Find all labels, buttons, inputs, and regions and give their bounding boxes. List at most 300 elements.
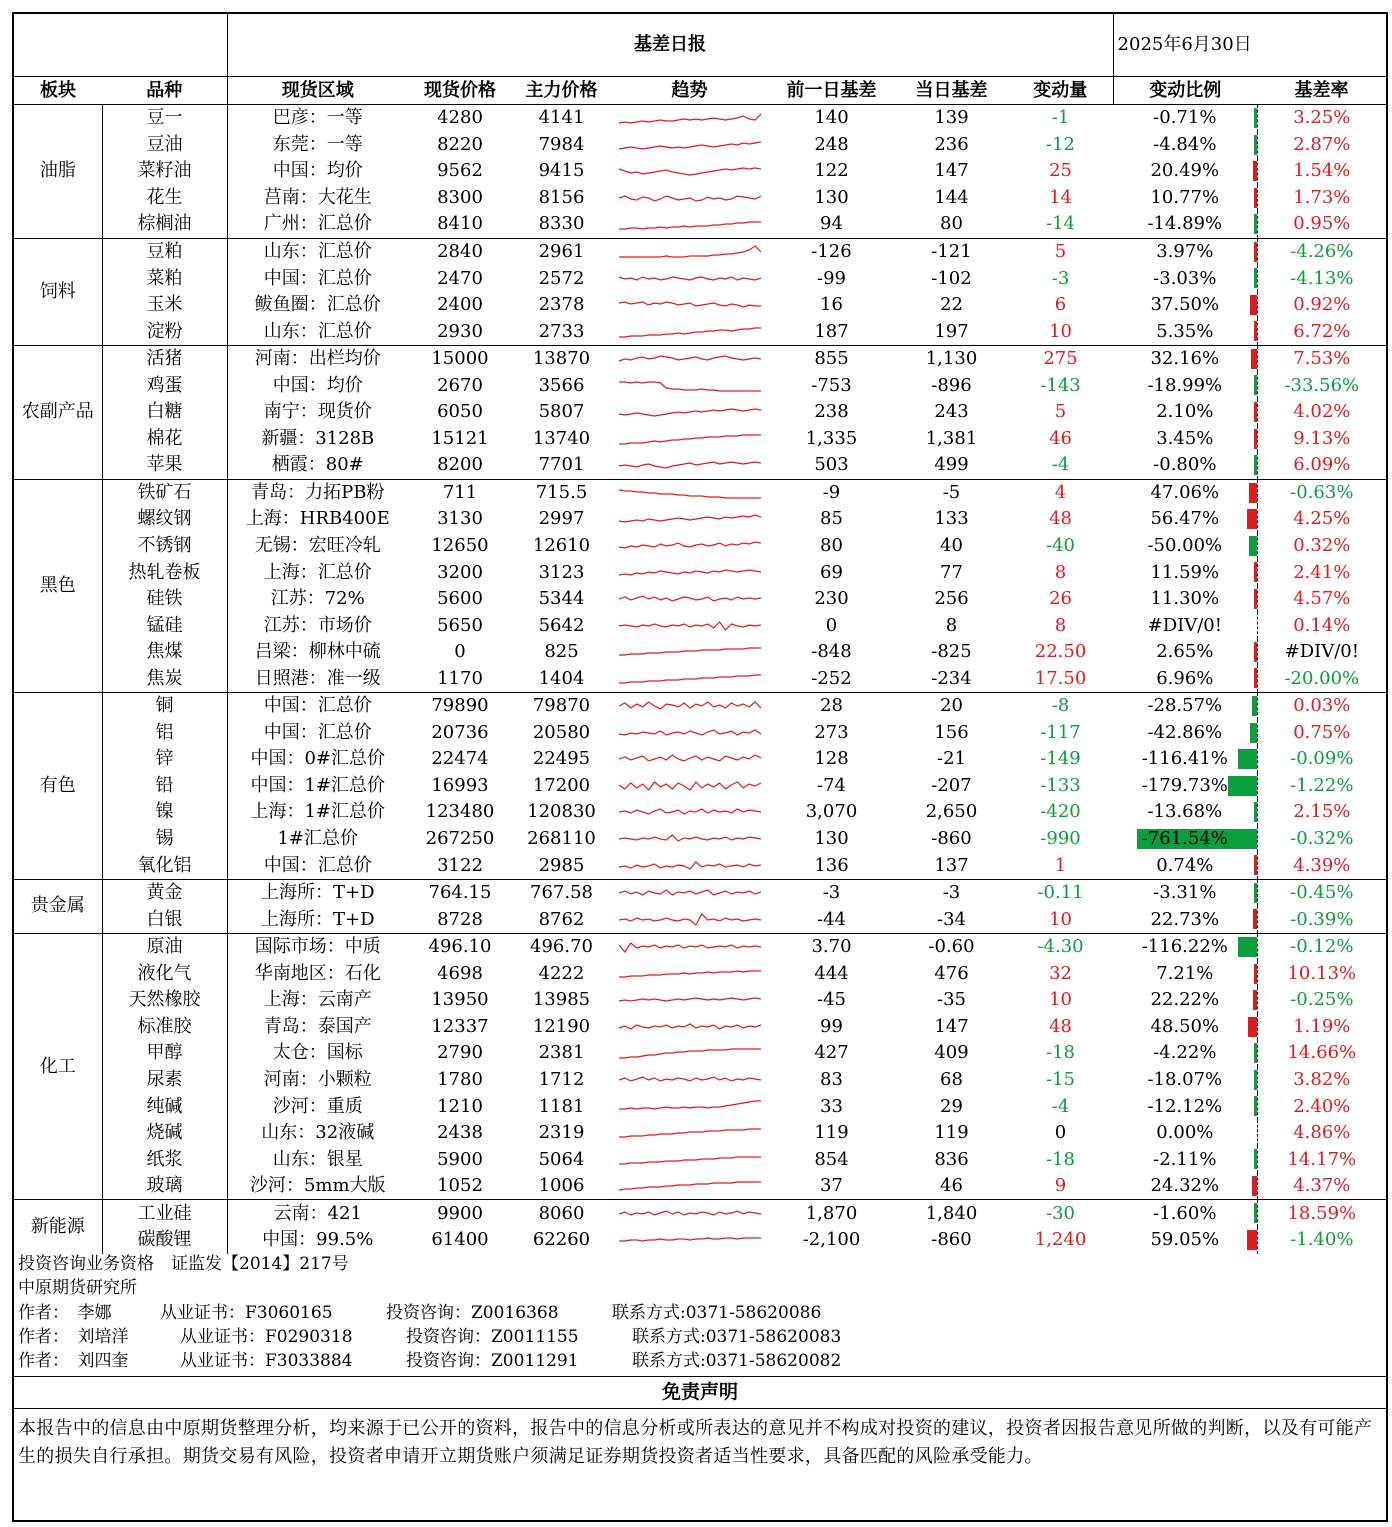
basis-rate-cell: 7.53% — [1257, 345, 1386, 372]
main-price-cell: 5344 — [538, 588, 585, 610]
change-ratio-bar — [1254, 1203, 1257, 1223]
region-cell: 无锡：宏旺冷轧 — [227, 533, 408, 560]
region-cell: 1#汇总价 — [227, 826, 408, 853]
author-contact: 联系方式:0371-58620082 — [632, 1351, 842, 1372]
table-row — [14, 1093, 1386, 1120]
change-ratio-value: 22.22% — [1150, 989, 1220, 1011]
curr-basis-cell: -825 — [931, 641, 972, 663]
table-row — [14, 211, 1386, 238]
basis-rate-cell: -0.09% — [1290, 748, 1354, 770]
variety-cell: 天然橡胶 — [128, 989, 201, 1011]
variety-cell: 棕榈油 — [137, 213, 192, 235]
variety-cell: 玉米 — [146, 294, 183, 316]
main-price-cell: 62260 — [532, 1229, 591, 1251]
change-cell: 5 — [1054, 401, 1067, 423]
change-ratio-cell — [1113, 586, 1257, 613]
trend-line — [619, 1182, 761, 1190]
spot-price-cell: 1780 — [437, 1068, 483, 1090]
spot-price-cell: 79890 — [408, 693, 512, 720]
change-ratio-value: 11.59% — [1150, 561, 1220, 583]
trend-line — [619, 862, 761, 869]
disclaimer-title: 免责声明 — [14, 1376, 1386, 1409]
main-price-cell: 5807 — [538, 401, 585, 423]
region-cell: 山东：32液碱 — [227, 1120, 408, 1147]
change-ratio-bar — [1254, 1149, 1257, 1169]
trend-line — [619, 782, 761, 790]
change-ratio-cell — [1113, 612, 1257, 639]
region-cell: 上海所：T+D — [227, 879, 408, 906]
sector-label: 有色 — [14, 693, 102, 880]
variety-cell: 铅 — [155, 774, 174, 796]
change-ratio-bar — [1247, 509, 1257, 529]
variety-cell: 烧碱 — [146, 1122, 183, 1144]
spot-price-cell: 12650 — [431, 535, 489, 557]
qualification: 投资咨询业务资格 证监发【2014】217号 — [18, 1254, 349, 1274]
author-line — [14, 1349, 1386, 1373]
basis-rate-cell: -1.40% — [1290, 1229, 1354, 1251]
region-cell: 中国：99.5% — [227, 1227, 408, 1254]
change-ratio-bar — [1252, 1176, 1256, 1196]
variety-cell: 苹果 — [146, 454, 183, 476]
change-cell: 1 — [1054, 854, 1067, 876]
table-row — [14, 506, 1386, 533]
trend-sparkline — [617, 1097, 763, 1117]
spot-price-cell: 15000 — [408, 345, 512, 372]
report-footer — [14, 1252, 1386, 1471]
change-ratio-bar — [1254, 668, 1257, 688]
table-row — [14, 586, 1386, 613]
variety-cell: 锰硅 — [146, 614, 183, 636]
trend-cell — [611, 665, 768, 692]
change-ratio-value: 32.16% — [1150, 348, 1220, 370]
region-cell: 吕梁：柳林中硫 — [227, 639, 408, 666]
variety-cell: 活猪 — [102, 345, 227, 372]
header-cell: 品种 — [102, 77, 227, 105]
trend-sparkline — [617, 723, 763, 743]
change-ratio-bar — [1254, 242, 1257, 262]
change-ratio-bar — [1254, 375, 1257, 395]
variety-cell: 尿素 — [146, 1068, 183, 1090]
basis-rate-cell: -1.22% — [1290, 774, 1354, 796]
region-cell: 沙河：5mm大版 — [227, 1173, 408, 1200]
trend-cell — [611, 1200, 768, 1227]
change-ratio-value: 56.47% — [1150, 508, 1220, 530]
spot-price-cell: 5900 — [437, 1148, 483, 1170]
change-ratio-value: -761.54% — [1141, 828, 1228, 850]
curr-basis-cell: 144 — [934, 186, 969, 208]
spot-price-cell: 8728 — [437, 908, 483, 930]
change-cell: 0 — [1054, 1122, 1067, 1144]
trend-sparkline — [617, 642, 763, 662]
change-ratio-value: 3.97% — [1156, 241, 1214, 262]
trend-sparkline — [617, 776, 763, 796]
variety-cell: 甲醇 — [146, 1042, 183, 1064]
table-row — [14, 720, 1386, 747]
change-ratio-cell — [1113, 1093, 1257, 1120]
variety-cell: 不锈钢 — [137, 535, 192, 557]
curr-basis-cell: 243 — [934, 401, 969, 423]
change-ratio-bar — [1250, 723, 1257, 743]
change-ratio-cell — [1113, 479, 1257, 506]
basis-rate-cell: 18.59% — [1257, 1200, 1386, 1227]
author-advisor: 投资咨询：Z0011291 — [406, 1351, 579, 1372]
main-price-cell: 2381 — [538, 1042, 585, 1064]
trend-sparkline — [617, 802, 763, 822]
header-cell: 前一日基差 — [768, 77, 895, 105]
region-cell: 鲅鱼圈：汇总价 — [227, 292, 408, 319]
basis-rate-cell: 2.41% — [1293, 561, 1351, 583]
main-price-cell: 2997 — [538, 508, 585, 530]
basis-rate-cell: #DIV/0! — [1284, 641, 1359, 663]
region-cell: 中国：汇总价 — [227, 852, 408, 879]
change-ratio-value: 48.50% — [1150, 1015, 1220, 1037]
spot-price-cell: 9900 — [408, 1200, 512, 1227]
change-ratio-cell — [1113, 132, 1257, 159]
curr-basis-cell: -3 — [895, 879, 1008, 906]
change-ratio-cell — [1113, 238, 1257, 265]
curr-basis-cell: -860 — [931, 1229, 972, 1251]
variety-cell: 鸡蛋 — [146, 374, 183, 396]
trend-sparkline — [617, 910, 763, 930]
change-ratio-bar — [1254, 268, 1257, 288]
prev-basis-cell: 503 — [814, 454, 849, 476]
spot-price-cell: 5650 — [437, 614, 483, 636]
change-ratio-cell — [1113, 720, 1257, 747]
sector-label: 农副产品 — [14, 345, 102, 479]
author-name: 作者： 刘培洋 — [18, 1326, 129, 1347]
trend-cell — [611, 1120, 768, 1147]
curr-basis-cell: 139 — [895, 105, 1008, 132]
region-cell: 江苏：市场价 — [227, 612, 408, 639]
trend-sparkline — [617, 856, 763, 876]
basis-rate-cell: 1.19% — [1293, 1015, 1351, 1037]
main-price-cell: 20580 — [532, 721, 591, 743]
sector-label: 贵金属 — [14, 879, 102, 933]
prev-basis-cell: 128 — [814, 748, 849, 770]
change-ratio-bar — [1250, 295, 1256, 315]
table-row — [14, 1146, 1386, 1173]
curr-basis-cell: 2,650 — [925, 801, 978, 823]
spot-price-cell: 2400 — [437, 294, 483, 316]
table-row — [14, 773, 1386, 800]
header-cell: 趋势 — [611, 77, 768, 105]
change-ratio-cell — [1113, 265, 1257, 292]
spot-price-cell: 123480 — [425, 801, 495, 823]
change-cell: -990 — [1040, 828, 1081, 850]
trend-line — [619, 409, 761, 416]
change-ratio-bar — [1254, 108, 1257, 128]
basis-rate-cell: 0.75% — [1293, 721, 1351, 743]
curr-basis-cell: 77 — [940, 561, 963, 583]
prev-basis-cell: 16 — [820, 294, 843, 316]
prev-basis-cell: 37 — [820, 1175, 843, 1197]
trend-cell — [611, 158, 768, 185]
table-row — [14, 852, 1386, 879]
spot-price-cell: 4280 — [408, 105, 512, 132]
change-ratio-value: -50.00% — [1147, 535, 1223, 557]
main-price-cell: 2985 — [538, 854, 585, 876]
spot-price-cell: 8300 — [437, 186, 483, 208]
curr-basis-cell: 197 — [934, 320, 969, 342]
variety-cell: 豆粕 — [102, 238, 227, 265]
change-cell: -117 — [1040, 721, 1081, 743]
prev-basis-cell: 1,870 — [768, 1200, 895, 1227]
table-row — [14, 961, 1386, 988]
basis-rate-cell: 0.14% — [1293, 614, 1351, 636]
trend-line — [619, 542, 761, 548]
change-ratio-cell — [1113, 906, 1257, 933]
change-ratio-cell — [1113, 211, 1257, 238]
prev-basis-cell: 94 — [820, 213, 843, 235]
curr-basis-cell: 147 — [934, 1015, 969, 1037]
trend-cell — [611, 906, 768, 933]
curr-basis-cell: 8 — [945, 614, 958, 636]
basis-rate-cell: 3.82% — [1293, 1068, 1351, 1090]
change-ratio-bar — [1254, 321, 1257, 341]
region-cell: 太仓：国标 — [227, 1040, 408, 1067]
change-cell: -420 — [1040, 801, 1081, 823]
main-price-cell: 2961 — [512, 238, 611, 265]
basis-rate-cell: -0.12% — [1257, 933, 1386, 960]
table-row — [14, 452, 1386, 479]
change-ratio-cell — [1113, 158, 1257, 185]
basis-rate-cell: 4.57% — [1293, 588, 1351, 610]
prev-basis-cell: 0 — [825, 614, 838, 636]
spot-price-cell: 3122 — [437, 854, 483, 876]
variety-cell: 螺纹钢 — [137, 508, 192, 530]
trend-sparkline — [617, 402, 763, 422]
spot-price-cell: 2670 — [437, 374, 483, 396]
trend-sparkline — [617, 829, 763, 849]
table-row — [14, 479, 1386, 506]
change-ratio-cell — [1113, 1067, 1257, 1094]
region-cell: 南宁：现货价 — [227, 399, 408, 426]
trend-line — [619, 168, 761, 175]
trend-cell — [611, 961, 768, 988]
basis-report-sheet — [12, 12, 1388, 1522]
change-ratio-cell — [1113, 185, 1257, 212]
table-row — [14, 1200, 1386, 1227]
change-ratio-bar — [1254, 429, 1257, 449]
curr-basis-cell: -860 — [931, 828, 972, 850]
variety-cell: 淀粉 — [146, 320, 183, 342]
trend-cell — [611, 318, 768, 345]
main-price-cell: 2572 — [538, 267, 585, 289]
change-ratio-value: -3.31% — [1153, 882, 1217, 904]
variety-cell: 原油 — [102, 933, 227, 960]
spot-price-cell: 16993 — [431, 774, 489, 796]
trend-line — [619, 1238, 761, 1241]
trend-sparkline — [617, 483, 763, 503]
table-row — [14, 1173, 1386, 1200]
prev-basis-cell: 3.70 — [768, 933, 895, 960]
spot-price-cell: 8200 — [437, 454, 483, 476]
table-row — [14, 185, 1386, 212]
change-cell: 17.50 — [1034, 667, 1087, 689]
trend-sparkline — [617, 883, 763, 903]
main-price-cell: 4141 — [512, 105, 611, 132]
trend-line — [619, 755, 761, 761]
change-ratio-cell — [1113, 345, 1257, 372]
region-cell: 中国：均价 — [227, 158, 408, 185]
variety-cell: 菜粕 — [146, 267, 183, 289]
trend-sparkline — [617, 295, 763, 315]
spot-price-cell: 8220 — [437, 133, 483, 155]
trend-line — [619, 196, 761, 201]
change-cell: -14 — [1046, 213, 1076, 235]
sector-label: 饲料 — [14, 238, 102, 345]
main-price-cell: 1181 — [538, 1095, 585, 1117]
main-price-cell: 825 — [544, 641, 579, 663]
change-ratio-value: -42.86% — [1147, 721, 1223, 743]
trend-sparkline — [617, 108, 763, 128]
spot-price-cell: 8410 — [437, 213, 483, 235]
variety-cell: 镍 — [155, 801, 174, 823]
trend-cell — [611, 879, 768, 906]
trend-line — [619, 1077, 761, 1081]
main-price-cell: 715.5 — [512, 479, 611, 506]
trend-cell — [611, 852, 768, 879]
spot-price-cell: 61400 — [431, 1229, 489, 1251]
sector-label: 新能源 — [14, 1200, 102, 1254]
change-ratio-cell — [1113, 961, 1257, 988]
spot-price-cell: 1170 — [437, 667, 483, 689]
table-row — [14, 1014, 1386, 1041]
main-price-cell: 2378 — [538, 294, 585, 316]
trend-cell — [611, 1146, 768, 1173]
trend-line — [619, 890, 761, 895]
variety-cell: 液化气 — [137, 962, 192, 984]
trend-sparkline — [617, 269, 763, 289]
change-cell: 48 — [1049, 1015, 1072, 1037]
prev-basis-cell: -252 — [811, 667, 852, 689]
variety-cell: 豆油 — [146, 133, 183, 155]
variety-cell: 花生 — [146, 186, 183, 208]
change-ratio-cell — [1113, 426, 1257, 453]
trend-line — [619, 277, 761, 280]
sector-label: 油脂 — [14, 105, 102, 239]
change-ratio-bar — [1249, 483, 1257, 503]
change-ratio-bar — [1254, 883, 1257, 903]
table-header-row — [14, 77, 1386, 105]
variety-cell: 工业硅 — [102, 1200, 227, 1227]
basis-rate-cell: -0.32% — [1290, 828, 1354, 850]
prev-basis-cell: 33 — [820, 1095, 843, 1117]
change-ratio-cell — [1113, 399, 1257, 426]
basis-rate-cell: 0.95% — [1293, 213, 1351, 235]
author-cert: 从业证书：F0290318 — [180, 1326, 353, 1347]
region-cell: 山东：汇总价 — [227, 318, 408, 345]
region-cell: 中国：1#汇总价 — [227, 773, 408, 800]
change-cell: 6 — [1054, 294, 1067, 316]
basis-rate-cell: 6.09% — [1293, 454, 1351, 476]
trend-sparkline — [617, 322, 763, 342]
basis-rate-cell: -20.00% — [1284, 667, 1360, 689]
prev-basis-cell: 444 — [814, 962, 849, 984]
main-price-cell: 3123 — [538, 561, 585, 583]
basis-rate-cell: -0.45% — [1257, 879, 1386, 906]
variety-cell: 菜籽油 — [137, 160, 192, 182]
spot-price-cell: 2438 — [437, 1122, 483, 1144]
trend-line — [619, 1024, 761, 1029]
region-cell: 河南：出栏均价 — [227, 345, 408, 372]
main-price-cell: 3566 — [538, 374, 585, 396]
change-cell: 9 — [1054, 1175, 1067, 1197]
author-advisor: 投资咨询：Z0016368 — [386, 1302, 559, 1323]
trend-cell — [611, 1067, 768, 1094]
change-cell: -4 — [1051, 454, 1070, 476]
variety-cell: 硅铁 — [146, 588, 183, 610]
trend-cell — [611, 238, 768, 265]
main-price-cell: 8156 — [538, 186, 585, 208]
basis-rate-cell: 14.66% — [1287, 1042, 1357, 1064]
change-ratio-bar — [1254, 855, 1257, 875]
region-cell: 上海所：T+D — [227, 906, 408, 933]
trend-sparkline — [617, 937, 763, 957]
header-cell: 变动比例 — [1113, 77, 1257, 105]
table-row — [14, 799, 1386, 826]
change-ratio-cell — [1113, 852, 1257, 879]
change-ratio-bar — [1254, 1070, 1257, 1090]
change-ratio-value: 59.05% — [1150, 1229, 1220, 1251]
prev-basis-cell: 130 — [814, 828, 849, 850]
trend-cell — [611, 1014, 768, 1041]
table-row — [14, 132, 1386, 159]
curr-basis-cell: 133 — [934, 508, 969, 530]
region-cell: 上海：汇总价 — [227, 559, 408, 586]
curr-basis-cell: 1,130 — [895, 345, 1008, 372]
trend-sparkline — [617, 1204, 763, 1224]
table-row — [14, 105, 1386, 132]
title-blank — [14, 14, 227, 77]
institute: 中原期货研究所 — [18, 1278, 137, 1299]
prev-basis-cell: 855 — [768, 345, 895, 372]
change-ratio-value: -116.41% — [1141, 748, 1228, 770]
variety-cell: 热轧卷板 — [128, 561, 201, 583]
trend-cell — [611, 265, 768, 292]
region-cell: 国际市场：中质 — [227, 933, 408, 960]
table-row — [14, 1067, 1386, 1094]
change-ratio-value: -2.11% — [1153, 1148, 1217, 1170]
trend-sparkline — [617, 376, 763, 396]
region-cell: 日照港：准一级 — [227, 665, 408, 692]
trend-cell — [611, 746, 768, 773]
change-ratio-cell — [1113, 105, 1257, 132]
trend-cell — [611, 987, 768, 1014]
curr-basis-cell: 236 — [934, 133, 969, 155]
change-ratio-value: 22.73% — [1150, 908, 1220, 930]
variety-cell: 锌 — [155, 748, 174, 770]
variety-cell: 锡 — [155, 828, 174, 850]
trend-line — [619, 835, 761, 841]
change-ratio-bar — [1254, 135, 1257, 155]
change-ratio-cell — [1113, 1173, 1257, 1200]
change-ratio-cell — [1113, 826, 1257, 853]
variety-cell: 纸浆 — [146, 1148, 183, 1170]
trend-line — [619, 356, 761, 361]
change-ratio-bar — [1254, 964, 1257, 984]
change-cell: 22.50 — [1034, 641, 1087, 663]
basis-rate-cell: 14.17% — [1287, 1148, 1357, 1170]
main-price-cell: 5642 — [538, 614, 585, 636]
author-name: 作者： 李娜 — [18, 1302, 112, 1323]
prev-basis-cell: 273 — [814, 721, 849, 743]
spot-price-cell: 496.10 — [408, 933, 512, 960]
change-cell: -143 — [1040, 374, 1081, 396]
trend-sparkline — [617, 1176, 763, 1196]
trend-sparkline — [617, 589, 763, 609]
trend-sparkline — [617, 214, 763, 234]
